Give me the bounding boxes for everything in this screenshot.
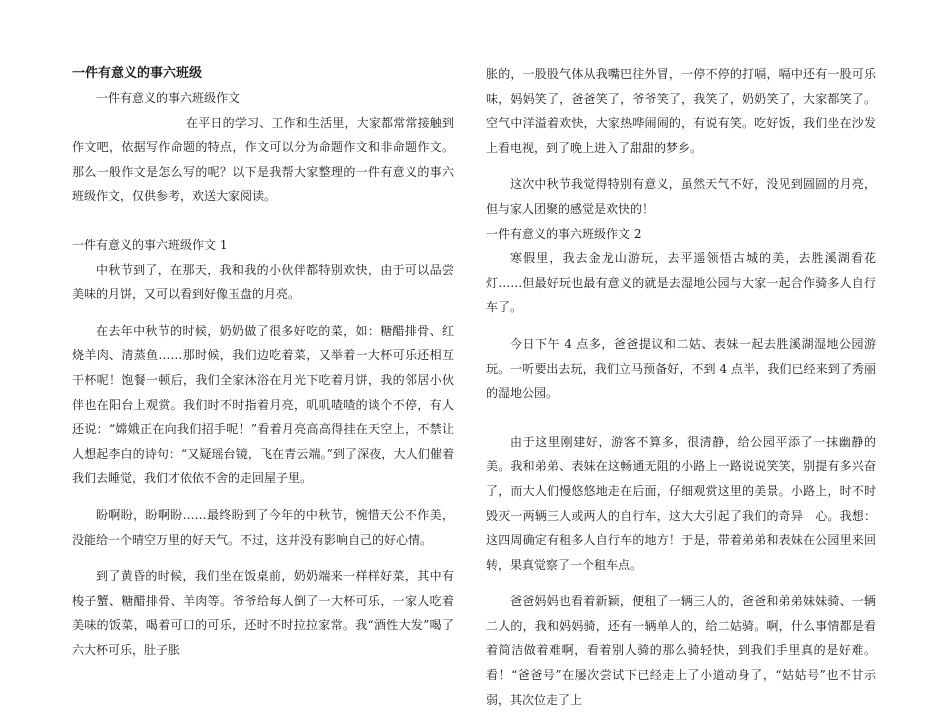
spacer bbox=[72, 307, 454, 319]
paragraph: 盼啊盼，盼啊盼……最终盼到了今年的中秋节，惋惜天公不作美，没能给一个晴空万里的好天气。不过，这并没有影响自己的好心情。 bbox=[72, 507, 454, 547]
essay-heading-1: 一件有意义的事六班级作文 1 bbox=[72, 237, 228, 252]
intro-paragraph: 在平日的学习、工作和生活里，大家都常常接触到作文吧，依据写作命题的特点，作文可以分为命题作文和非命题作文。那么一般作文是怎么写的呢？以下是我帮大家整理的一件有意义的事六班级作文，仅供参考，欢送大家阅读。 bbox=[72, 115, 454, 204]
left-column bbox=[72, 62, 454, 662]
essay-heading-2: 一件有意义的事六班级作文 2 bbox=[486, 226, 642, 241]
paragraph: 寒假里，我去金龙山游玩，去平遥领悟古城的美，去胜溪湖看花灯……但最好玩也最有意义的就是去湿地公园与大家一起合作骑多人自行车了。 bbox=[486, 251, 876, 315]
document-title: 一件有意义的事六班级 bbox=[72, 66, 203, 81]
spacer bbox=[72, 491, 454, 503]
paragraph: 在去年中秋节的时候，奶奶做了很多好吃的菜，如：糖醋排骨、红烧羊肉、清蒸鱼……那时候，我们边吃着菜，又举着一大杯可乐还相互干杯呢！饱餐一顿后，我们全家沐浴在月光下吃着月饼，我的邻居小伙伴也在阳台上观赏。我们时不时指着月亮，叽叽喳喳的谈个不停，有人还说：“嫦娥正在向我们招手呢！”看着月亮高高得挂在天空上，不禁让人想起李白的诗句：“又疑瑶台镜，飞在青云端。”到了深夜，大人们催着我们去睡觉，我们才依依不舍的走回屋子里。 bbox=[72, 323, 454, 486]
spacer bbox=[486, 320, 876, 332]
paragraph: 今日下午 4 点多，爸爸提议和二姑、表妹一起去胜溪湖湿地公园游玩。一听要出去玩，我们立马预备好，不到 4 点半，我们已经来到了秀丽的湿地公园。 bbox=[486, 336, 876, 401]
spacer bbox=[72, 209, 454, 233]
paragraph: 中秋节到了，在那天，我和我的小伙伴都特别欢快，由于可以品尝美味的月饼，又可以看到好像玉盘的月亮。 bbox=[72, 262, 454, 302]
paragraph: 胀的，一股股气体从我嘴巴往外冒，一停不停的打嗝，嗝中还有一股可乐味，妈妈笑了，爸爸笑了，爷爷笑了，我笑了，奶奶笑了，大家都笑了。空气中洋溢着欢快，大家热哗闹闹的，有说有笑。吃好饭，我们坐在沙发上看电视，到了晚上进入了甜甜的梦乡。 bbox=[486, 67, 876, 155]
spacer bbox=[72, 552, 454, 564]
spacer bbox=[486, 577, 876, 589]
spacer bbox=[486, 160, 876, 172]
document-subtitle: 一件有意义的事六班级作文 bbox=[96, 91, 241, 105]
paragraph: 爸爸妈妈也看着新颖，便租了一辆三人的，爸爸和弟弟妹妹骑、一辆二人的，我和妈妈骑，还有一辆单人的，给二姑骑。啊，什么事情都是看着简洁做着难啊，看着别人骑的那么骑轻快，到我们手里真的是好难。看！“爸爸号”在屡次尝试下已经走上了小道动身了，“姑姑号”也不甘示弱，其次位走了上 bbox=[486, 594, 876, 707]
right-column bbox=[486, 62, 876, 712]
spacer bbox=[486, 406, 876, 430]
paragraph: 由于这里刚建好，游客不算多，很清静，给公园平添了一抹幽静的美。我和弟弟、表妹在这畅通无阻的小路上一路说说笑笑，别提有多兴奋了，而大人们慢悠悠地走在后面，仔细观赏这里的美景。小路上，时不时毁灭一两辆三人或两人的自行车，这大大引起了我们的奇异 心。我想：这四周确定有租多人自行车的地方！于是，带着弟弟和表妹在公园里来回转，果真觉察了一个租车点。 bbox=[486, 434, 876, 572]
paragraph: 到了黄昏的时候，我们坐在饭桌前，奶奶端来一样样好菜，其中有梭子蟹、糖醋排骨、羊肉等。爷爷给每人倒了一大杯可乐，一家人吃着美味的饭菜，喝着可口的可乐，还时不时拉拉家常。我“酒性大发”喝了六大杯可乐，肚子胀 bbox=[72, 569, 454, 657]
paragraph: 这次中秋节我觉得特别有意义，虽然天气不好，没见到圆圆的月亮，但与家人团聚的感觉是欢快的！ bbox=[486, 177, 876, 216]
